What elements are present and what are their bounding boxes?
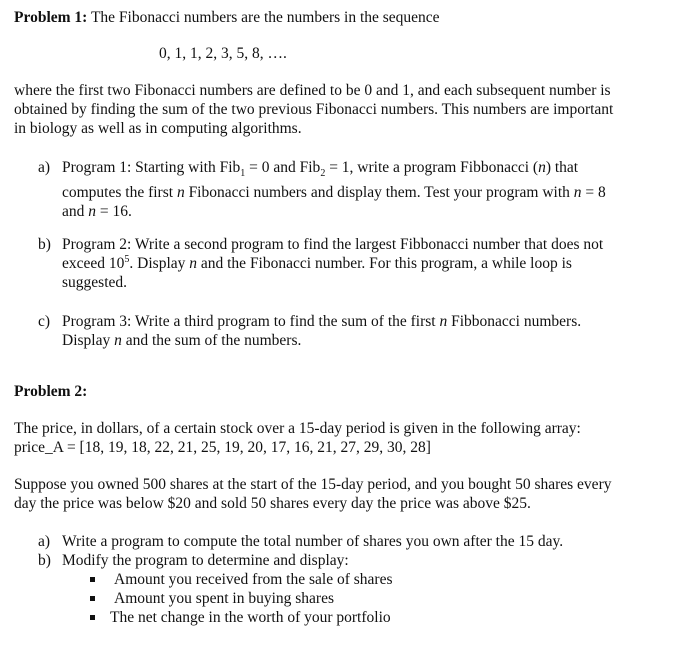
shares-line: day the price was below $20 and sold 50 shares every day the price was above $25.: [14, 495, 531, 512]
description-line: where the first two Fibonacci numbers are defined to be 0 and 1, and each subsequent number is: [14, 82, 611, 99]
item-marker-b: b): [38, 236, 51, 253]
p2-item-marker-a: a): [38, 533, 51, 550]
item-a-line-3: and n = 16.: [62, 203, 132, 221]
problem1-description: [14, 81, 613, 138]
problem1-intro: The Fibonacci numbers are the numbers in the sequence: [90, 9, 440, 26]
problem1-item-a: [62, 158, 606, 221]
item-b-line-2: exceed $10^5$. Display n and the Fibonacci number. For this program, a while loop is: [62, 253, 572, 272]
bullet-item-net-change: The net change in the worth of your portfolio: [110, 609, 391, 626]
item-b-line-1: Program 2: Write a second program to find the largest Fibbonacci number that does not: [62, 236, 604, 253]
item-c-line-1: Program 3: Write a third program to find the sum of the first n Fibbonacci numbers.: [62, 313, 582, 330]
problem1-item-c: [62, 312, 581, 350]
item-b-line-3: suggested.: [62, 274, 128, 291]
fibonacci-sequence: 0, 1, 1, 2, 3, 5, 8, ….: [159, 45, 287, 62]
bullet-item-spent: Amount you spent in buying shares: [114, 590, 334, 607]
bullet-item-received: Amount you received from the sale of shares: [114, 571, 393, 588]
p2-item-marker-b: b): [38, 552, 51, 569]
item-a-line-1: Program 1: Starting with Fib$_1$ = 0 and Fib$_2$ = 1, write a program Fibbonacci (n) that: [62, 159, 579, 180]
item-a-line-2: computes the first n Fibonacci numbers and display them. Test your program with n = 8: [62, 184, 606, 202]
description-line: in biology as well as in computing algorithms.: [14, 120, 302, 137]
bullet-marker: [90, 596, 95, 601]
problem1-title-line: [14, 8, 440, 27]
price-line: The price, in dollars, of a certain stock over a 15-day period is given in the following array:: [14, 420, 581, 437]
p2-item-b: Modify the program to determine and display:: [62, 552, 349, 569]
item-c-line-2: Display n and the sum of the numbers.: [62, 332, 302, 349]
p2-item-a: Write a program to compute the total number of shares you own after the 15 day.: [62, 533, 564, 550]
bullet-marker: [90, 615, 95, 620]
bullet-marker: [90, 577, 95, 582]
price-description: [14, 419, 581, 457]
shares-description: [14, 475, 611, 513]
item-marker-a: a): [38, 159, 51, 176]
problem1-item-b: [62, 235, 603, 292]
problem2-heading: Problem 2:: [14, 383, 88, 400]
price-array: price_A = [18, 19, 18, 22, 21, 25, 19, 20, 17, 16, 21, 27, 29, 30, 28]: [14, 439, 431, 456]
problem1-heading: Problem 1:: [14, 9, 88, 26]
description-line: obtained by finding the sum of the two previous Fibonacci numbers. This numbers are important: [14, 101, 614, 118]
shares-line: Suppose you owned 500 shares at the start of the 15-day period, and you bought 50 shares every: [14, 476, 612, 493]
item-marker-c: c): [38, 313, 51, 330]
